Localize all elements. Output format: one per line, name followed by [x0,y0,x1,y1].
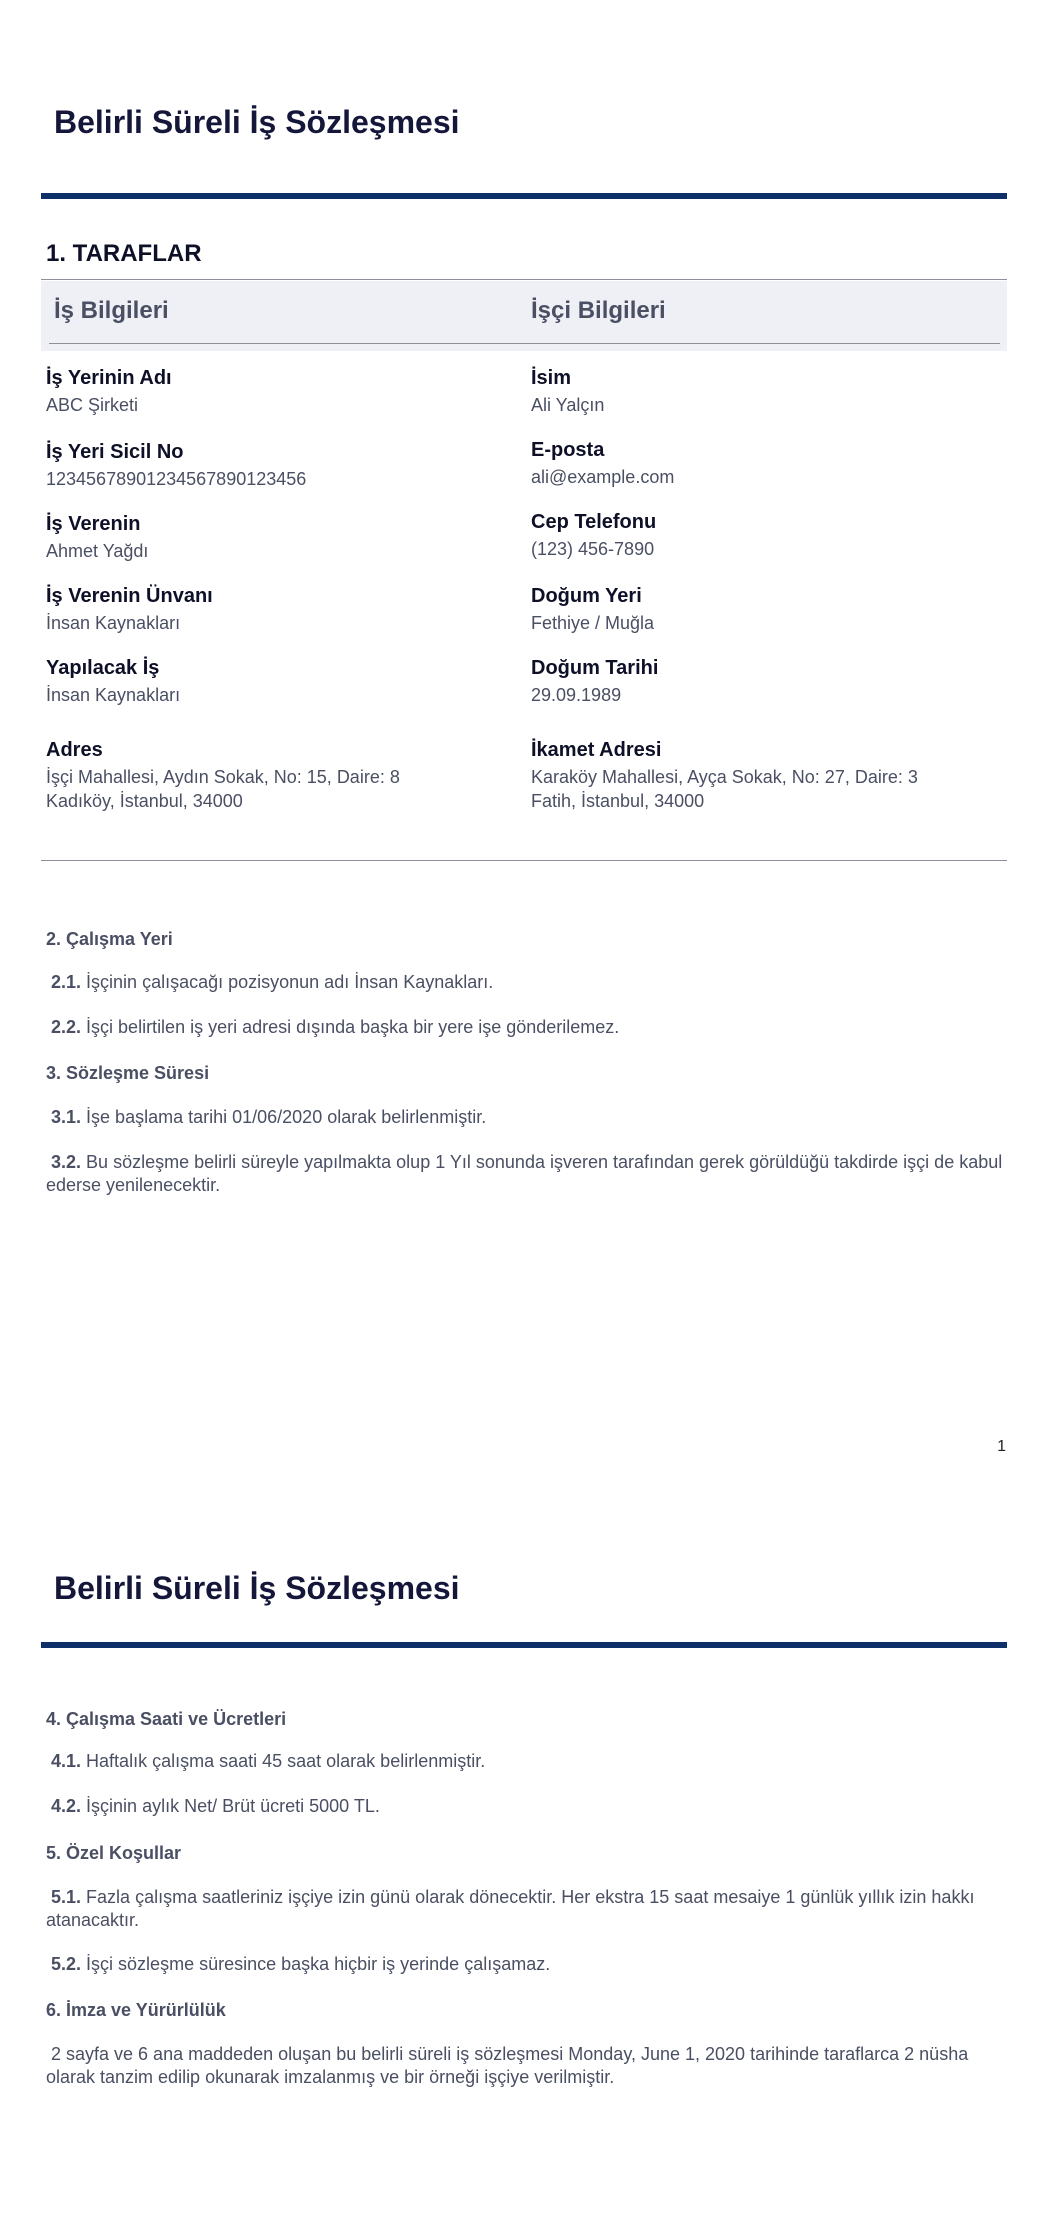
employee-field-name [531,365,971,417]
clause-5-1 [46,1886,1006,1932]
employer-field-employer-name [46,511,486,563]
field-label: İş Yerinin Adı [46,367,172,389]
parties-bottom-divider [41,860,1007,861]
field-label: İş Verenin [46,513,141,535]
clause-5-2 [46,1953,1006,1976]
clause-number: 2.1. [51,972,82,992]
document-title: Belirli Süreli İş Sözleşmesi [54,1570,460,1606]
section-heading-workplace: 2. Çalışma Yeri [46,929,173,949]
employee-field-phone [531,509,971,561]
clause-3-1 [46,1106,1006,1129]
parties-header-band [41,281,1007,351]
field-label: Cep Telefonu [531,511,657,533]
field-label: Adres [46,739,103,761]
clause-2-2 [46,1016,1006,1039]
employer-info-header: İş Bilgileri [54,297,169,324]
field-label: İkamet Adresi [531,739,662,761]
title-divider [41,1642,1007,1648]
clause-number: 4.2. [51,1796,82,1816]
clause-number: 2.2. [51,1017,82,1037]
page-2 [0,1480,1044,2216]
clause-number: 5.2. [51,1954,82,1974]
clause-6-body [46,2043,1006,2089]
clause-text: İşçi belirtilen iş yeri adresi dışında başka bir yere işe gönderilemez. [86,1017,620,1037]
clause-4-2 [46,1795,1006,1818]
field-label: Yapılacak İş [46,657,160,679]
field-label: Doğum Tarihi [531,657,659,679]
field-value: Fethiye / Muğla [531,613,655,633]
employee-field-birthplace [531,583,971,635]
field-value: 12345678901234567890123456 [46,469,307,489]
clause-number: 5.1. [51,1887,82,1907]
field-value-line1: İşçi Mahallesi, Aydın Sokak, No: 15, Daire: 8 [46,767,400,787]
field-value: 29.09.1989 [531,685,622,705]
employee-info-header: İşçi Bilgileri [531,297,666,324]
clause-text: Bu sözleşme belirli süreyle yapılmakta olup 1 Yıl sonunda işveren tarafından gerek görüldüğü takdirde işçi de kabul ederse yenilenecektir. [46,1152,1003,1195]
clause-text: İşe başlama tarihi 01/06/2020 olarak belirlenmiştir. [86,1107,487,1127]
employee-field-email [531,437,971,489]
field-label: E-posta [531,439,605,461]
clause-text: İşçinin aylık Net/ Brüt ücreti 5000 TL. [86,1796,380,1816]
clause-3-2 [46,1151,1006,1197]
page-number: 1 [997,1438,1006,1455]
field-value-line1: Karaköy Mahallesi, Ayça Sokak, No: 27, Daire: 3 [531,767,918,787]
section-heading-hours-wages: 4. Çalışma Saati ve Ücretleri [46,1709,287,1729]
employer-field-job [46,655,486,707]
field-value: (123) 456-7890 [531,539,655,559]
clause-text: İşçinin çalışacağı pozisyonun adı İnsan Kaynakları. [86,972,494,992]
clause-text: 2 sayfa ve 6 ana maddeden oluşan bu belirli süreli iş sözleşmesi Monday, June 1, 2020 tarihinde taraflarca 2 nüsha olarak tanzim edilip okunarak imzalanmış ve bir örneği işçiye verilmiştir. [46,2044,969,2087]
clause-4-1 [46,1750,1006,1773]
clause-number: 4.1. [51,1751,82,1771]
field-label: İş Verenin Ünvanı [46,585,213,607]
field-value-line2: Kadıköy, İstanbul, 34000 [46,791,243,811]
employer-field-employer-title [46,583,486,635]
section-heading-special-conditions: 5. Özel Koşullar [46,1843,182,1863]
clause-number: 3.1. [51,1107,82,1127]
parties-top-divider [41,279,1007,280]
employee-field-birthdate [531,655,971,707]
clause-2-1 [46,971,1006,994]
parties-header-divider [49,343,1000,344]
field-value: Ali Yalçın [531,395,605,415]
field-label: İsim [531,367,572,389]
parties-heading: 1. TARAFLAR [46,240,202,267]
employer-field-address [46,737,486,813]
employer-field-registry-no [46,439,486,491]
section-heading-contract-duration: 3. Sözleşme Süresi [46,1063,210,1083]
field-value: ABC Şirketi [46,395,139,415]
field-value-line2: Fatih, İstanbul, 34000 [531,791,705,811]
clause-text: İşçi sözleşme süresince başka hiçbir iş yerinde çalışamaz. [86,1954,551,1974]
document-title: Belirli Süreli İş Sözleşmesi [54,104,460,140]
clause-number: 3.2. [51,1152,82,1172]
field-value: İnsan Kaynakları [46,685,181,705]
field-label: Doğum Yeri [531,585,642,607]
employee-field-residence-address [531,737,971,813]
field-value: İnsan Kaynakları [46,613,181,633]
title-divider [41,193,1007,199]
clause-text: Fazla çalışma saatleriniz işçiye izin günü olarak dönecektir. Her ekstra 15 saat mesaiye 1 günlük yıllık izin hakkı atanacaktır. [46,1887,975,1930]
section-heading-signature-validity: 6. İmza ve Yürürlülük [46,2000,226,2020]
field-value: ali@example.com [531,467,675,487]
field-value: Ahmet Yağdı [46,541,149,561]
employer-field-workplace-name [46,365,486,417]
clause-text: Haftalık çalışma saati 45 saat olarak belirlenmiştir. [86,1751,486,1771]
field-label: İş Yeri Sicil No [46,441,184,463]
